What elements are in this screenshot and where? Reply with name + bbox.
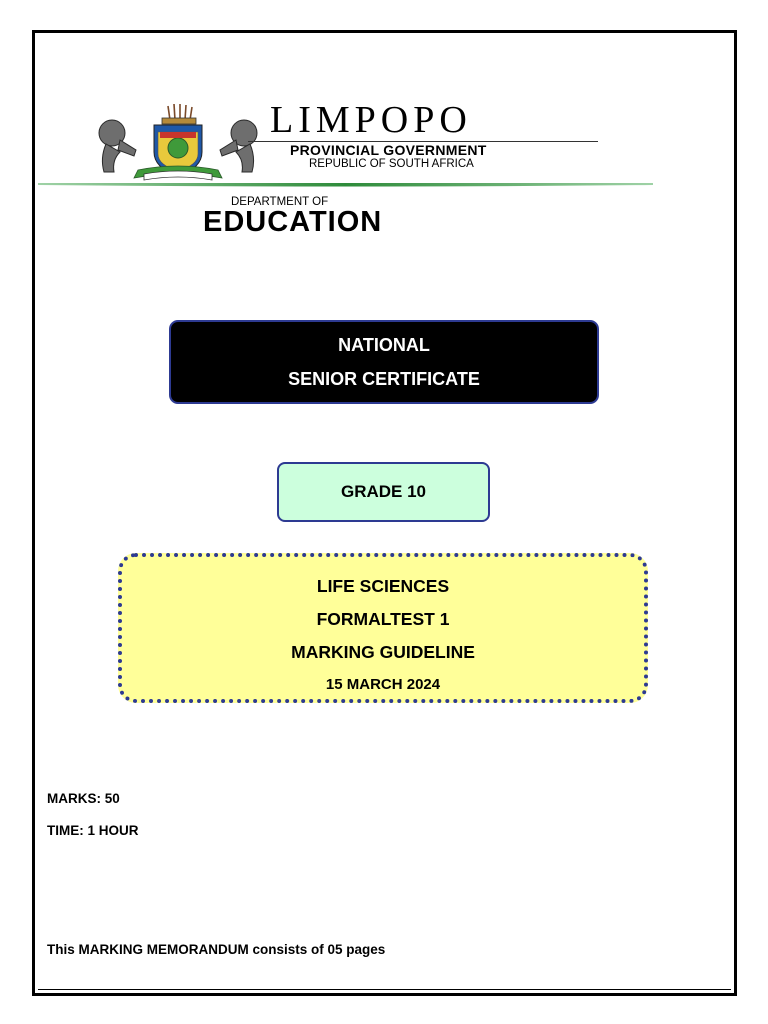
- subject-title: LIFE SCIENCES: [316, 576, 450, 596]
- department-of-label: DEPARTMENT OF: [231, 196, 329, 208]
- grade-label: GRADE 10: [340, 482, 427, 501]
- certificate-box: [169, 320, 599, 404]
- department-name: EDUCATION: [203, 206, 383, 238]
- time-label: TIME: 1 HOUR: [47, 823, 139, 838]
- page-count-note: This MARKING MEMORANDUM consists of 05 pages: [47, 942, 386, 957]
- certificate-line-1: NATIONAL: [338, 335, 430, 355]
- subject-box: [118, 553, 648, 703]
- green-band: [38, 181, 653, 187]
- test-title: FORMALTEST 1: [316, 609, 450, 629]
- brand-name: LIMPOPO: [270, 99, 472, 141]
- marks-label: MARKS: 50: [47, 791, 120, 806]
- coat-of-arms-icon: [88, 100, 268, 182]
- letterhead: [38, 95, 663, 250]
- republic-label: REPUBLIC OF SOUTH AFRICA: [309, 158, 474, 170]
- certificate-line-2: SENIOR CERTIFICATE: [288, 369, 480, 389]
- grade-box: [277, 462, 490, 522]
- exam-date: 15 MARCH 2024: [325, 676, 441, 693]
- provincial-government-label: PROVINCIAL GOVERNMENT: [290, 142, 487, 158]
- document-type: MARKING GUIDELINE: [291, 642, 475, 662]
